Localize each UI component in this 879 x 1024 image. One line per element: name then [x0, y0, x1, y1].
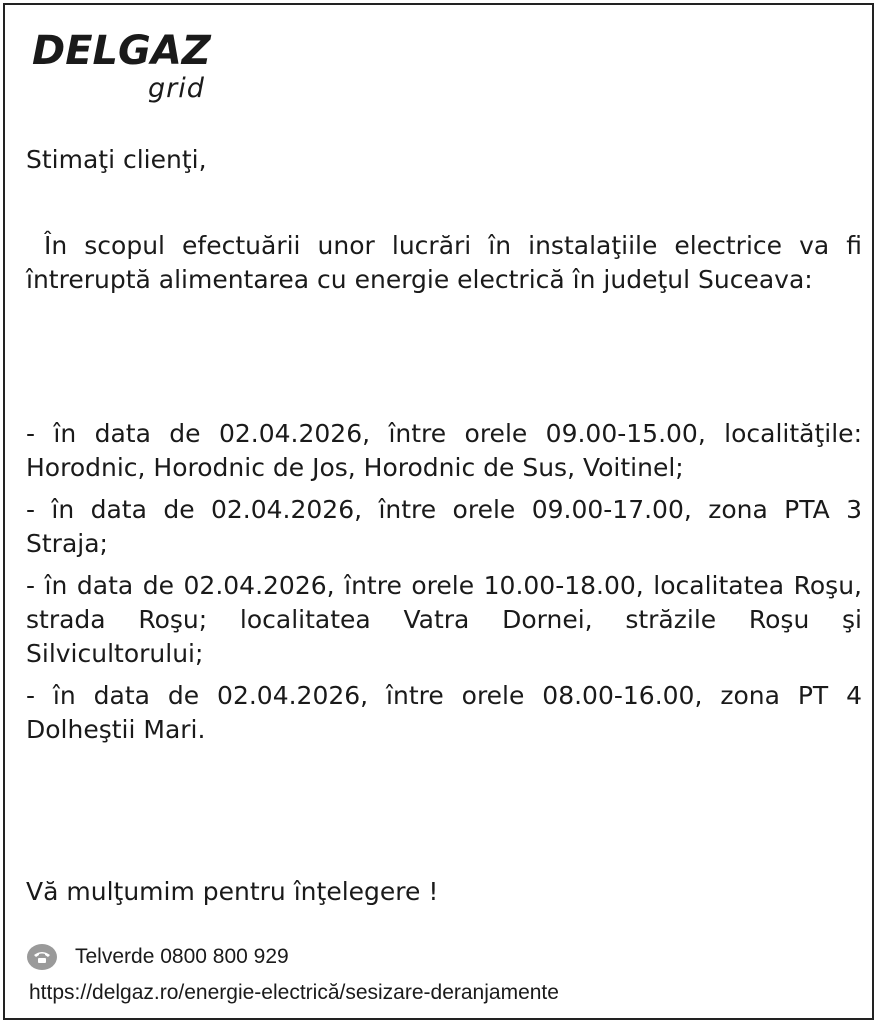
greeting: Stimaţi clienţi, — [26, 145, 207, 174]
list-item: - în data de 02.04.2026, între orele 08.00-16.00, zona PT 4 Dolheştii Mari. — [26, 681, 862, 744]
notice-frame — [3, 3, 874, 1020]
thanks-text: Vă mulţumim pentru înţelegere ! — [26, 877, 439, 906]
list-item: - în data de 02.04.2026, între orele 09.00-17.00, zona PTA 3 Straja; — [26, 495, 862, 558]
website-link[interactable]: https://delgaz.ro/energie-electrică/sesizare-deranjamente — [29, 981, 559, 1004]
list-item: - în data de 02.04.2026, între orele 09.00-15.00, localităţile: Horodnic, Horodnic de Jos, Horodnic de Sus, Voitinel; — [26, 419, 862, 482]
intro-paragraph — [26, 229, 862, 297]
list-item: - în data de 02.04.2026, între orele 10.00-18.00, localitatea Roşu, strada Roşu; localitatea Vatra Dornei, străzile Roşu şi Silvicultorului; — [26, 571, 862, 668]
logo-main-text: DELGAZ — [32, 28, 211, 74]
phone-number: Telverde 0800 800 929 — [75, 945, 289, 968]
intro-text: În scopul efectuării unor lucrări în instalaţiile electrice va fi întreruptă alimentarea cu energie electrică în judeţul Suceava: — [26, 231, 862, 294]
phone-icon — [27, 944, 57, 970]
outage-list — [26, 417, 862, 755]
delgaz-grid-logo — [32, 27, 232, 107]
logo-sub-text: grid — [148, 73, 205, 104]
contact-line — [27, 942, 289, 972]
